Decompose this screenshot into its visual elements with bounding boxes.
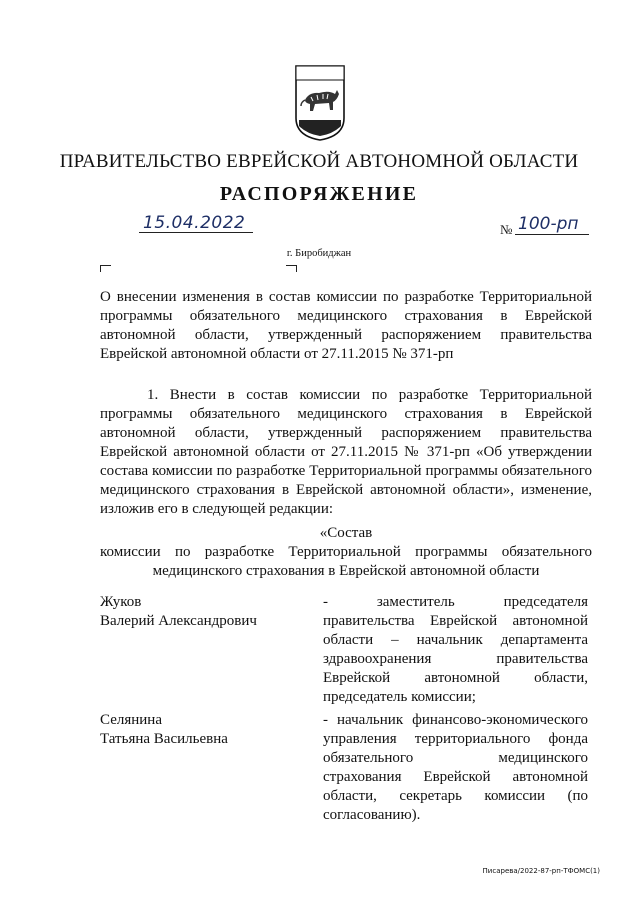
city-name: г. Биробиджан bbox=[286, 248, 352, 259]
member-surname: Жуков bbox=[100, 594, 142, 610]
handwritten-number: 100-рп bbox=[518, 214, 579, 234]
composition-title: «Состав bbox=[319, 525, 373, 541]
subject-corner-left bbox=[100, 265, 111, 272]
number-sign: № bbox=[500, 222, 513, 237]
member-role: - заместитель председателя правительства Еврейской автономной области – начальник департамента здравоохранения правительства Еврейской автономной области, председатель комиссии; bbox=[323, 594, 588, 705]
member-name bbox=[100, 593, 300, 631]
member-surname: Селянина bbox=[100, 712, 162, 728]
member-given-names: Валерий Александрович bbox=[100, 613, 257, 629]
document-type: РАСПОРЯЖЕНИЕ bbox=[219, 183, 419, 205]
composition-subtitle: комиссии по разработке Территориальной программы обязательного медицинского страхования в Еврейской автономной области bbox=[100, 544, 592, 579]
member-name bbox=[100, 711, 300, 749]
body-paragraph: 1. Внести в состав комиссии по разработке Территориальной программы обязательного медицинского страхования в Еврейской автономной области, утвержденный распоряжением правительства Еврейской автономной области от 27.11.2015 № 371-рп «Об утверждении состава комиссии по разработке Территориальной программы обязательного медицинского страхования в Еврейской автономной области», изменение, изложив его в следующей редакции: bbox=[100, 387, 592, 517]
subject-corner-right bbox=[286, 265, 297, 272]
date-underline bbox=[139, 232, 253, 233]
member-given-names: Татьяна Васильевна bbox=[100, 731, 228, 747]
handwritten-date: 15.04.2022 bbox=[143, 213, 246, 233]
subject-heading: О внесении изменения в состав комиссии по разработке Территориальной программы обязательного медицинского страхования в Еврейской автономной области, утвержденный распоряжением правительства Еврейской автономной области от 27.11.2015 № 371-рп bbox=[100, 289, 592, 362]
number-underline bbox=[515, 234, 589, 235]
member-role: - начальник финансово-экономического управления территориального фонда обязательного медицинского страхования Еврейской автономной области, секретарь комиссии (по согласованию). bbox=[323, 712, 588, 823]
coat-of-arms-tiger-icon bbox=[293, 56, 347, 142]
footer-reference: Писарева/2022-87-рп-ТФОМС(1) bbox=[482, 867, 600, 875]
government-title: ПРАВИТЕЛЬСТВО ЕВРЕЙСКОЙ АВТОНОМНОЙ ОБЛАСТИ bbox=[59, 151, 579, 172]
